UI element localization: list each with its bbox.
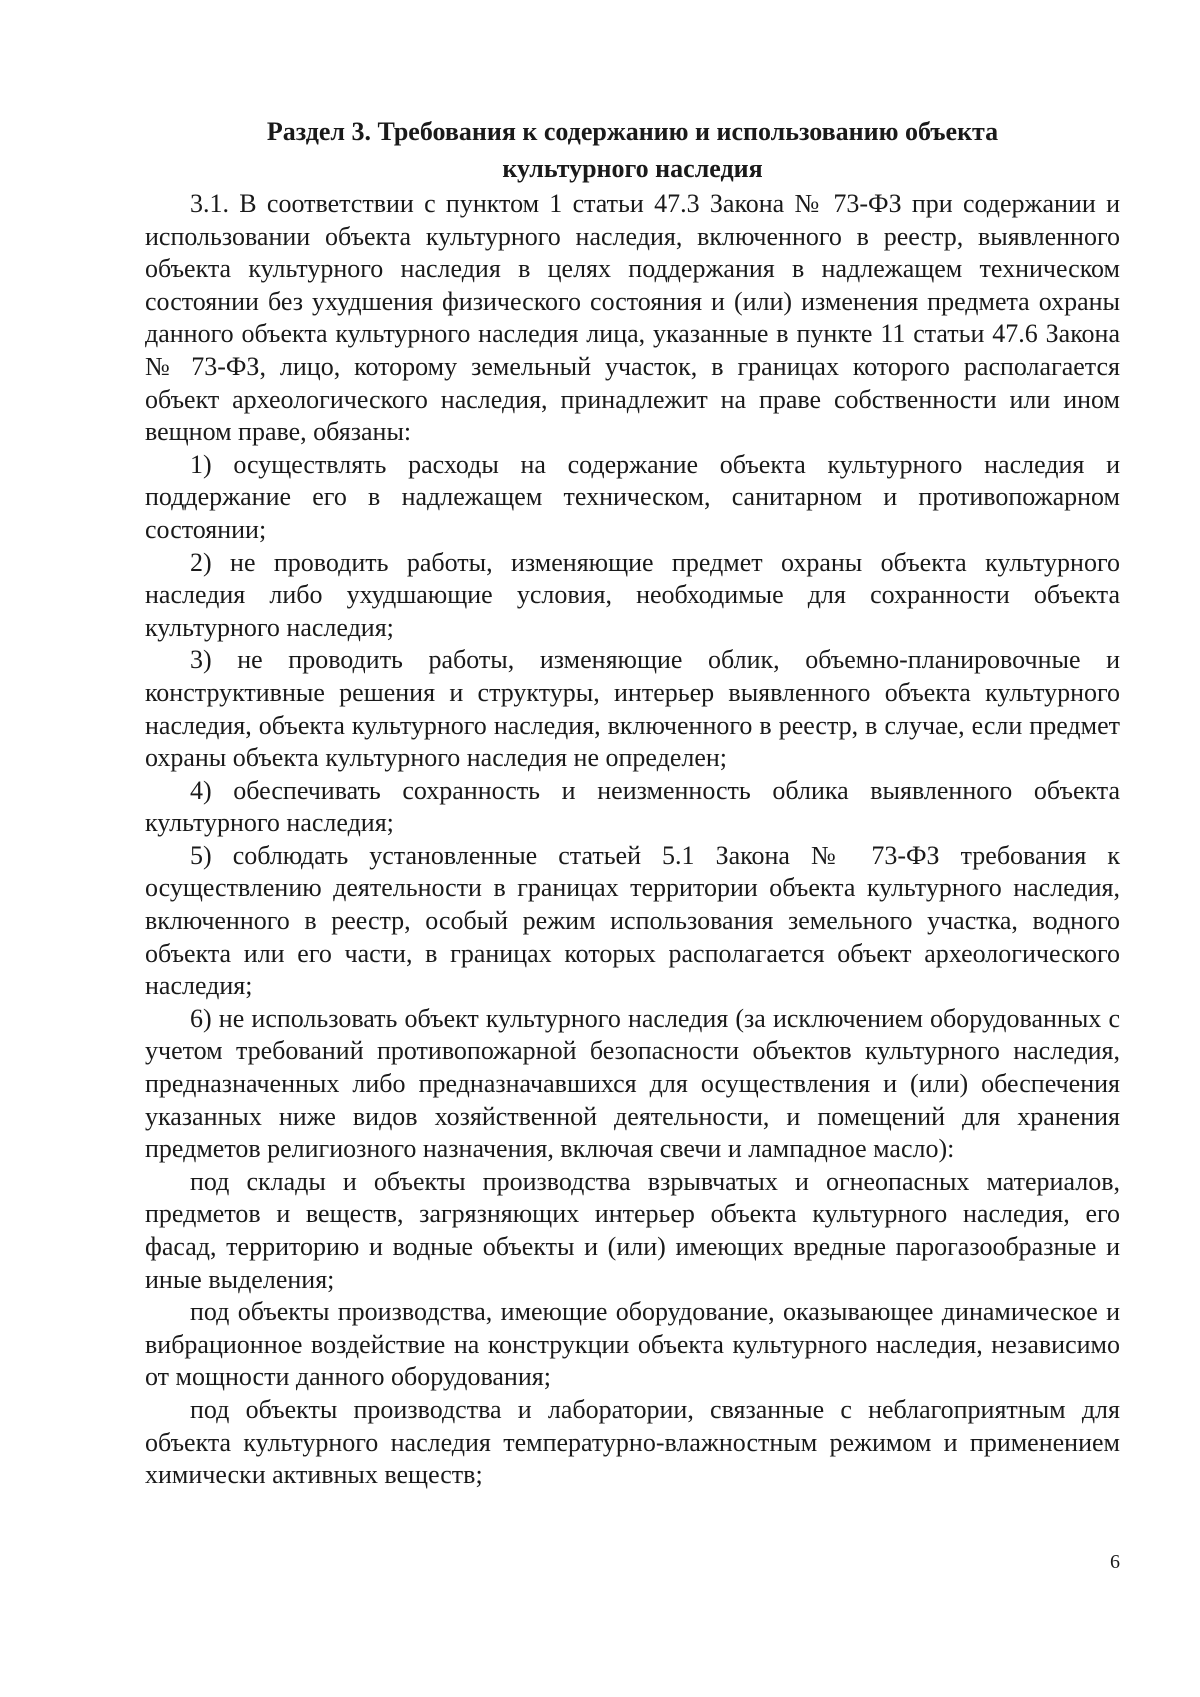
paragraph-item-1: 1) осуществлять расходы на содержание объекта культурного наследия и поддержание его в надлежащем техническом, санитарном и противопожарном состоянии;	[145, 449, 1120, 544]
section-body	[145, 188, 1120, 1492]
paragraph-sub-laboratories: под объекты производства и лаборатории, связанные с неблагоприятным для объекта культурного наследия температурно-влажностным режимом и применением химически активных веществ;	[145, 1394, 1120, 1490]
section-title-line-1: Раздел 3. Требования к содержанию и использованию объекта	[266, 117, 999, 146]
paragraph-item-2: 2) не проводить работы, изменяющие предмет охраны объекта культурного наследия либо ухудшающие условия, необходимые для сохранности объекта культурного наследия;	[145, 547, 1120, 642]
section-title	[145, 113, 1120, 187]
paragraph-item-4: 4) обеспечивать сохранность и неизменность облика выявленного объекта культурного наследия;	[145, 775, 1120, 838]
paragraph-item-3: 3) не проводить работы, изменяющие облик, объемно-планировочные и конструктивные решения и структуры, интерьер выявленного объекта культурного наследия, объекта культурного наследия, включенного в реестр, в случае, если предмет охраны объекта культурного наследия не определен;	[145, 645, 1120, 773]
paragraph-3-1: 3.1. В соответствии с пунктом 1 статьи 47.3 Закона № 73-ФЗ при содержании и использовании объекта культурного наследия, включенного в реестр, выявленного объекта культурного наследия в целях поддержания в надлежащем техническом состоянии без ухудшения физического состояния и (или) изменения предмета охраны данного объекта культурного наследия лица, указанные в пункте 11 статьи 47.6 Закона № 73-ФЗ, лицо, которому земельный участок, в границах которого располагается объект археологического наследия, принадлежит на праве собственности или ином вещном праве, обязаны:	[145, 189, 1120, 447]
paragraph-sub-warehouses: под склады и объекты производства взрывчатых и огнеопасных материалов, предметов и веществ, загрязняющих интерьер объекта культурного наследия, его фасад, территорию и водные объекты и (или) имеющих вредные парогазообразные и иные выделения;	[145, 1166, 1120, 1294]
paragraph-item-6: 6) не использовать объект культурного наследия (за исключением оборудованных с учетом требований противопожарной безопасности объектов культурного наследия, предназначенных либо предназначавшихся для осуществления и (или) обеспечения указанных ниже видов хозяйственной деятельности, и помещений для хранения предметов религиозного назначения, включая свечи и лампадное масло):	[145, 1003, 1120, 1164]
section-title-line-2: культурного наследия	[502, 154, 763, 183]
paragraph-item-5: 5) соблюдать установленные статьей 5.1 Закона № 73-ФЗ требования к осуществлению деятельности в границах территории объекта культурного наследия, включенного в реестр, особый режим использования земельного участка, водного объекта или его части, в границах которых располагается объект археологического наследия;	[145, 840, 1120, 1001]
paragraph-sub-production: под объекты производства, имеющие оборудование, оказывающее динамическое и вибрационное воздействие на конструкции объекта культурного наследия, независимо от мощности данного оборудования;	[145, 1297, 1120, 1392]
page-number: 6	[1110, 1551, 1120, 1573]
